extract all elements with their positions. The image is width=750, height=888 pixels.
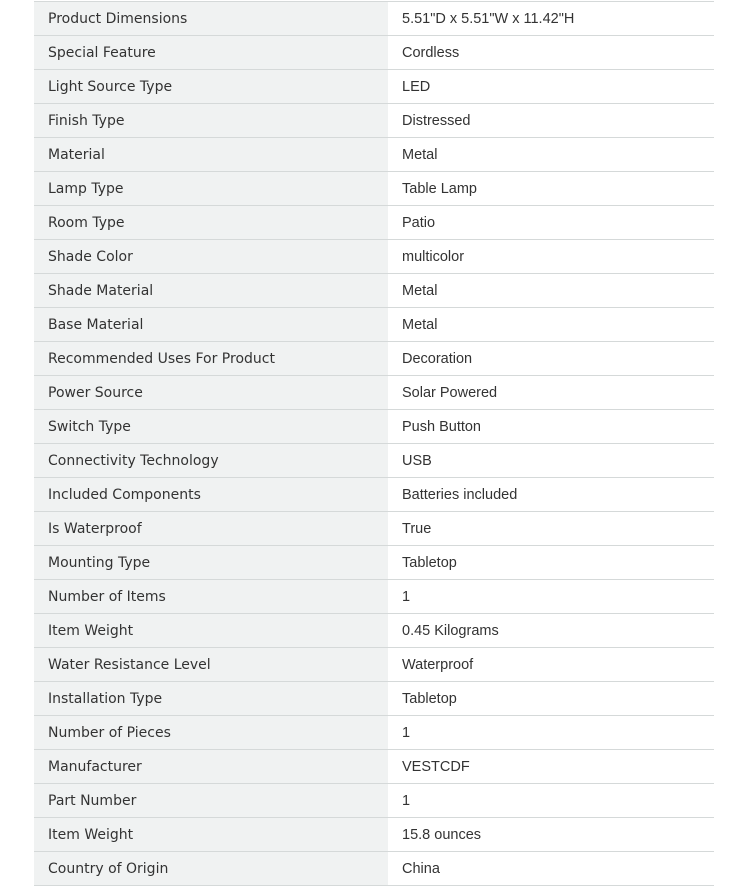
spec-table-body bbox=[34, 2, 714, 886]
spec-row bbox=[34, 104, 714, 138]
spec-value: Table Lamp bbox=[388, 172, 714, 206]
spec-row bbox=[34, 580, 714, 614]
spec-label: Included Components bbox=[34, 478, 388, 512]
spec-value: multicolor bbox=[388, 240, 714, 274]
spec-row bbox=[34, 206, 714, 240]
spec-label: Special Feature bbox=[34, 36, 388, 70]
spec-label: Installation Type bbox=[34, 682, 388, 716]
spec-value: Patio bbox=[388, 206, 714, 240]
spec-label: Item Weight bbox=[34, 614, 388, 648]
product-specifications-table bbox=[34, 1, 714, 886]
spec-label: Shade Color bbox=[34, 240, 388, 274]
spec-label: Shade Material bbox=[34, 274, 388, 308]
spec-row bbox=[34, 274, 714, 308]
spec-row bbox=[34, 512, 714, 546]
spec-value: Distressed bbox=[388, 104, 714, 138]
spec-row bbox=[34, 546, 714, 580]
spec-value: Metal bbox=[388, 274, 714, 308]
spec-label: Room Type bbox=[34, 206, 388, 240]
spec-label: Is Waterproof bbox=[34, 512, 388, 546]
spec-label: Lamp Type bbox=[34, 172, 388, 206]
spec-label: Part Number bbox=[34, 784, 388, 818]
spec-row bbox=[34, 648, 714, 682]
spec-row bbox=[34, 614, 714, 648]
spec-value: Cordless bbox=[388, 36, 714, 70]
spec-value: True bbox=[388, 512, 714, 546]
spec-value: 5.51"D x 5.51"W x 11.42"H bbox=[388, 2, 714, 36]
spec-value: Tabletop bbox=[388, 546, 714, 580]
spec-row bbox=[34, 308, 714, 342]
spec-row bbox=[34, 376, 714, 410]
spec-row bbox=[34, 682, 714, 716]
spec-row bbox=[34, 784, 714, 818]
spec-value: 0.45 Kilograms bbox=[388, 614, 714, 648]
spec-value: Decoration bbox=[388, 342, 714, 376]
spec-label: Number of Items bbox=[34, 580, 388, 614]
spec-label: Mounting Type bbox=[34, 546, 388, 580]
spec-label: Number of Pieces bbox=[34, 716, 388, 750]
spec-value: Solar Powered bbox=[388, 376, 714, 410]
spec-row bbox=[34, 444, 714, 478]
spec-value: Waterproof bbox=[388, 648, 714, 682]
spec-row bbox=[34, 750, 714, 784]
spec-label: Item Weight bbox=[34, 818, 388, 852]
spec-row bbox=[34, 138, 714, 172]
spec-row bbox=[34, 818, 714, 852]
spec-label: Water Resistance Level bbox=[34, 648, 388, 682]
spec-label: Finish Type bbox=[34, 104, 388, 138]
spec-row bbox=[34, 478, 714, 512]
spec-value: USB bbox=[388, 444, 714, 478]
spec-row bbox=[34, 36, 714, 70]
spec-row bbox=[34, 240, 714, 274]
spec-row bbox=[34, 172, 714, 206]
spec-label: Base Material bbox=[34, 308, 388, 342]
spec-value: 1 bbox=[388, 580, 714, 614]
spec-label: Manufacturer bbox=[34, 750, 388, 784]
spec-label: Switch Type bbox=[34, 410, 388, 444]
spec-value: VESTCDF bbox=[388, 750, 714, 784]
spec-value: Push Button bbox=[388, 410, 714, 444]
spec-value: Metal bbox=[388, 138, 714, 172]
spec-row bbox=[34, 716, 714, 750]
spec-label: Connectivity Technology bbox=[34, 444, 388, 478]
spec-row bbox=[34, 2, 714, 36]
spec-label: Power Source bbox=[34, 376, 388, 410]
spec-value: LED bbox=[388, 70, 714, 104]
spec-value: 1 bbox=[388, 716, 714, 750]
spec-row bbox=[34, 410, 714, 444]
spec-value: Tabletop bbox=[388, 682, 714, 716]
spec-label: Country of Origin bbox=[34, 852, 388, 886]
spec-label: Recommended Uses For Product bbox=[34, 342, 388, 376]
spec-row bbox=[34, 342, 714, 376]
spec-label: Product Dimensions bbox=[34, 2, 388, 36]
spec-row bbox=[34, 70, 714, 104]
spec-value: Batteries included bbox=[388, 478, 714, 512]
spec-value: 1 bbox=[388, 784, 714, 818]
spec-label: Light Source Type bbox=[34, 70, 388, 104]
spec-value: China bbox=[388, 852, 714, 886]
spec-value: Metal bbox=[388, 308, 714, 342]
spec-value: 15.8 ounces bbox=[388, 818, 714, 852]
spec-label: Material bbox=[34, 138, 388, 172]
spec-row bbox=[34, 852, 714, 886]
